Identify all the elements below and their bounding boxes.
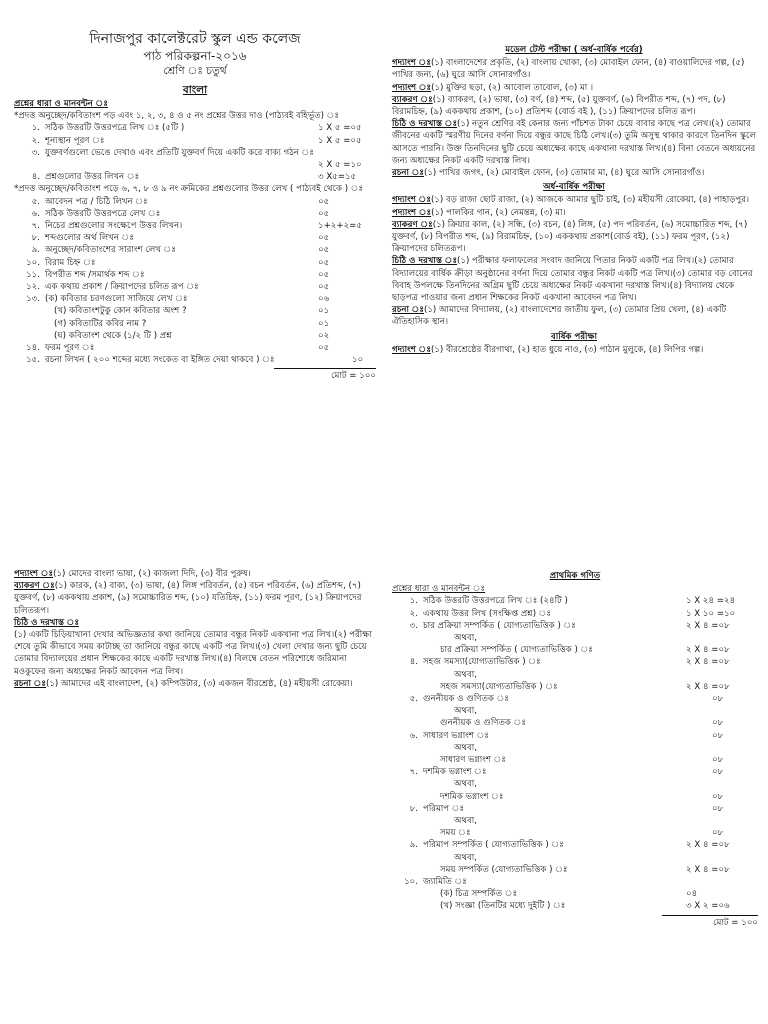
- question-row: ৮. শব্দগুলোর অর্থ লিখন ঃ ০৫: [31, 233, 330, 244]
- poem-list: পদ্যাংশ ঃ(১) মোদের বাংলা ভাষা, (২) কাজলা দিদি, (৩) বীর পুরুষ।: [14, 569, 251, 579]
- question-row: ৭. দশমিক ভগ্নাংশ ঃ ০৮: [409, 767, 724, 778]
- prose-list: গদ্যাংশ ঃ(১) বড় রাজা ছোট রাজা, (২) আজকে আমার ছুটি চাই, (৩) মহীয়সী রোকেয়া, (৪) পাহাড়পুর।: [392, 195, 750, 206]
- question-row: ৯. অনুচ্ছেদ/কবিতাংশের সারাংশ লেখ ঃ ০৫: [31, 245, 330, 256]
- poem-list: পদ্যাংশ ঃ(১) পালকির গান, (২) নেমন্তন্ন, (৩) মা।: [392, 207, 566, 218]
- question-row: ১. সঠিক উত্তরটি উত্তরপত্রে লিখ ঃ (২৪টি ) ১ X ২৪ =২৪: [409, 596, 736, 607]
- prose-list: গদ্যাংশ ঃ(১) বাংলাদেশের প্রকৃতি, (২) বাংলায় খোকা, (৩) মোবাইল ফোন, (৪) বাওয়ালিদের গল্প, (৫) পাখির জন্য, (৬) ঘুরে আসি সোনারগাঁও।: [392, 58, 745, 81]
- total-marks: মোট = ১০০: [662, 915, 758, 929]
- model-test-title: মডেল টেস্ট পরীক্ষা ( অর্ধ-বার্ষিক পর্বের): [505, 45, 643, 55]
- poem-list: পদ্যাংশ ঃ(১) মুক্তির ছড়া, (২) আবোল তাবোল, (৩) মা ।: [392, 82, 594, 93]
- grammar-list: ব্যাকরণ ঃ(১) ক্রিয়ার কাল, (২) সন্ধি, (৩) বচন, (৪) লিঙ্গ, (৫) পদ পরিবর্তন, (৬) সমোচ্চারিত শব্দ, (৭) যুক্তবর্ণ, (৮) বিপরীত শব্দ, (৯) বিরামচিহ্ন, (১০) এককথায় প্রকাশ(বোর্ড বই), (১১) ফরম পূরণ, (১২) ক্রিয়াপদের চলিতরূপ।: [392, 219, 748, 255]
- question-row: ৫. গুননীয়ক ও গুণিতক ঃ ০৮: [409, 694, 724, 705]
- sub-question-row: (খ) কবিতাংশটুকু কোন কবিতার অংশ ? ০১: [54, 306, 330, 317]
- question-row: ১০. জ্যামিতি ঃ: [404, 877, 467, 888]
- or-label: অথবা,: [454, 779, 478, 790]
- question-row: ১৩. (ক) কবিতার চরণগুলো সাজিয়ে লেখ ঃ ০৬: [26, 294, 330, 305]
- grammar-list: ব্যাকরণ ঃ(১) কারক, (২) বাক্য, (৩) ভাষা, (৪) লিঙ্গ পরিবর্তন, (৫) বচন পরিবর্তন, (৬) প্রতিশব্দ, (৭) যুক্তবর্ণ, (৮) এককথায় প্রকাশ, (৯) সমোচ্চারিত শব্দ, (১০) যতিচিহ্ন, (১১) ফরম পূরণ, (১২) ক্রিয়াপদের চলিতরূপ।: [14, 581, 362, 616]
- subject-title: বাংলা: [182, 84, 208, 96]
- sub-question-row: (খ) সংজ্ঞা (তিনটির মধ্যে দুইটি ) ঃ ৩ X ২ =০৬: [440, 901, 730, 912]
- question-row: ১০. বিরাম চিহ্ন ঃ ০৫: [26, 257, 330, 268]
- question-row: ৯. পরিমাপ সম্পর্কিত ( যোগ্যতাভিত্তিক ) ঃ ২ X ৪ =০৮: [409, 840, 730, 851]
- question-row: ১২. এক কথায় প্রকাশ / ক্রিয়াপদের চলিত রূপ ঃ ০৫: [26, 282, 330, 293]
- question-row: ৫. আবেদন পত্র / চিঠি লিখন ঃ ০৫: [31, 196, 330, 207]
- math-plan-section: [392, 568, 758, 929]
- question-row: ৬. সঠিক উত্তরটি উত্তরপত্রে লেখ ঃ ০৫: [31, 208, 330, 219]
- letter-list: চিঠি ও দরখাস্ত ঃ(১) নতুন শ্রেণির বই কেনার জন্য পাঁচশত টাকা চেয়ে বাবার কাছে পত্র লেখ।(২) তোমার জীবনের একটি স্মরণীয় দিনের বর্ণনা দিয়ে বন্ধুর কাছে চিঠি লেখ।(৩) তুমি অসুস্থ থাকার কারণে তিনদিন স্কুলে আসতে পারনি। উক্ত তিনদিনের ছুটি চেয়ে অধ্যক্ষের কাছে একখানা দরখাস্ত লিখ।(৪) বিনা বেতনে অধ্যয়নের জন্য অধ্যক্ষের নিকট একটি দরখাস্ত লিখ।: [392, 119, 756, 166]
- or-label: অথবা,: [454, 633, 478, 644]
- question-row: ২. শূন্যস্থান পূরণ ঃ ১ X ৫ =০৫: [31, 135, 362, 146]
- sub-question-row: (ঘ) কবিতাংশ থেকে (১/২ টি ) প্রশ্ন ০২: [54, 330, 330, 341]
- question-row: ২. একথায় উত্তর লিখ (সংক্ষিপ্ত প্রশ্ন) ঃ ১ X ১০ =১০: [409, 608, 736, 619]
- question-row: ১. সঠিক উত্তরটি উত্তরপত্রে লিখ ঃ (৫টি ) ১ X ৫ =০৫: [31, 123, 362, 134]
- alt-question-row: সাধারণ ভগ্নাংশ ঃ ০৮: [440, 755, 724, 766]
- marks-heading: প্রশ্নের ধারা ও মানবন্টন ঃ: [392, 584, 486, 595]
- question-row: ৬. সাধারণ ভগ্নাংশ ঃ ০৮: [409, 730, 724, 741]
- letter-list: (১) একটি চিড়িয়াখানা দেখার অভিজ্ঞতার কথা জানিয়ে তোমার বন্ধুর নিকট একখানা পত্র লিখ।(২) পরীক্ষা শেষে তুমি কীভাবে সময় কাটাচ্ছ তা জানিয়ে বন্ধুর কাছে একটি পত্র লিখ।(৩) খেলা দেখার জন্য ছুটি চেয়ে তোমার বিদ্যালয়ের প্রধান শিক্ষকের কাছে একটি দরখাস্ত লিখ।(৪) বিলম্বে বেতন পরিশোধে জরিমানা মওকুফের জন্য অধ্যক্ষের নিকট আবেদন পত্র লিখ।: [14, 630, 372, 677]
- alt-question-row: গুননীয়ক ও গুণিতক ঃ ০৮: [440, 718, 724, 729]
- question-row-value: ২ X ৫ =১০: [318, 160, 362, 171]
- letter-list: চিঠি ও দরখাস্ত ঃ(১) পরীক্ষার ফলাফলের সংবাদ জানিয়ে পিতার নিকট একটি পত্র লিখ।(২) তোমার বিদ্যালয়ের বার্ষিক ক্রীড়া অনুষ্ঠানের বর্ণনা দিয়ে তোমার বন্ধুর নিকট একটি পত্র লিখ।(৩) তোমার বড় বোনের বিবাহ উপলক্ষে তিনদিনের অগ্রিম ছুটি চেয়ে অধ্যক্ষের নিকট একখানা দরখাস্ত লিখ।(৪) বিদ্যালয় থেকে ছাড়পত্র পাওয়ার জন্য প্রধান শিক্ষকের নিকট একখানা আবেদন পত্র লিখ।: [392, 256, 753, 304]
- instruction-two: *প্রদত্ত অনুচ্ছেদ/কবিতাংশ পড়ে ৬, ৭, ৮ ও ৯ নং ক্রমিকের প্রশ্নগুলোর উত্তর লেখ ( পাঠ্যবই থেকে ) ঃ: [14, 184, 364, 195]
- class-label: শ্রেণি ঃ চতুর্থ: [163, 65, 227, 77]
- instruction-one: *প্রদত্ত অনুচ্ছেদ/কবিতাংশ পড় এবং ১, ২, ৩, ৪ ও ৫ নং প্রশ্নের উত্তর দাও (পাঠ্যবই বহির্ভূত) ঃ: [14, 111, 340, 122]
- alt-question-row: চার প্রক্রিয়া সম্পর্কিত ( যোগ্যতাভিত্তিক ) ঃ ২ X ৪ =০৮: [440, 645, 730, 656]
- grammar-list: ব্যাকরণ ঃ(১) ব্যাকরণ, (২) ভাষা, (৩) বর্ণ, (৪) শব্দ, (৫) যুক্তবর্ণ, (৬) বিপরীত শব্দ, (৭) পদ, (৮) বিরামচিহ্ন, (৯) এককথায় প্রকাশ, (১০) প্রতিশব্দ (বোর্ড বই ), (১১) ক্রিয়াপদের চলিত রূপ।: [392, 94, 726, 118]
- prose-list: গদ্যাংশ ঃ(১) বীরশ্রেষ্ঠের বীরগাথা, (২) হাত ধুয়ে নাও, (৩) পাঠান মুলুকে, (৪) লিপির গল্প।: [392, 344, 704, 355]
- question-row: ৮. পরিমাপ ঃ ০৮: [409, 803, 724, 814]
- or-label: অথবা,: [454, 816, 478, 827]
- essay-list: রচনা ঃ(১) আমাদের বিদ্যালয়, (২) বাংলাদেশের জাতীয় ফুল, (৩) তোমার প্রিয় খেলা, (৪) একটি ঐতিহাসিক স্থান।: [392, 305, 727, 328]
- alt-question-row: সহজ সমস্যা(যোগ্যতাভিত্তিক ) ঃ ২ X ৪ =০৮: [440, 681, 730, 692]
- or-label: অথবা,: [454, 706, 478, 717]
- bangla-plan-section: [14, 30, 376, 383]
- question-row: ১১. বিপরীত শব্দ /সমার্থক শব্দ ঃ ০৫: [26, 269, 330, 280]
- marks-heading: প্রশ্নের ধারা ও মানবন্টন ঃ: [14, 99, 108, 109]
- or-label: অথবা,: [454, 669, 478, 680]
- question-row: ১৪. ফরম পূরণ ঃ ০৫: [26, 343, 330, 354]
- question-row: ৩. চার প্রক্রিয়া সম্পর্কিত ( যোগ্যতাভিত্তিক ) ঃ ২ X ৪ =০৮: [409, 620, 730, 631]
- question-row: ৭. নিচের প্রশ্নগুলোর সংক্ষেপে উত্তর লিখন। ১+২+২=৫: [31, 221, 362, 232]
- total-marks: মোট = ১০০: [274, 368, 376, 382]
- annual-continuation-section: [14, 568, 380, 690]
- essay-list: রচনা ঃ(১) পাখির জগৎ, (২) মোবাইল ফোন, (৩) তোমার মা, (৪) ঘুরে আসি সোনারগাঁও।: [392, 168, 705, 179]
- alt-question-row: সময় সম্পর্কিত (যোগ্যতাভিত্তিক ) ঃ ২ X ৪ =০৮: [440, 864, 730, 875]
- alt-question-row: দশমিক ভগ্নাংশ ঃ ০৮: [440, 791, 724, 802]
- essay-list: রচনা ঃ(১) আমাদের এই বাংলাদেশ, (২) কম্পিউটার, (৩) একজন বীরশ্রেষ্ঠ, (৪) মহীয়সী রোকেয়া।: [14, 678, 353, 689]
- sub-question-row: (গ) কবিতাটির কবির নাম ? ০১: [54, 318, 330, 329]
- alt-question-row: সময় ঃ ০৮: [440, 828, 724, 839]
- or-label: অথবা,: [454, 852, 478, 863]
- or-label: অথবা,: [454, 742, 478, 753]
- sub-question-row: (ক) চিত্র সম্পর্কিত ঃ ০৪: [440, 889, 698, 900]
- annual-exam-title: বার্ষিক পরীক্ষা: [551, 331, 597, 342]
- plan-title: পাঠ পরিকল্পনা-২০১৬: [143, 49, 247, 63]
- half-yearly-title: অর্ধ-বার্ষিক পরীক্ষা: [543, 182, 605, 193]
- school-name: দিনাজপুর কালেক্টরেট স্কুল এন্ড কলেজ: [89, 31, 301, 47]
- question-row: ৪. প্রশ্নগুলোর উত্তর লিখন ঃ ৩ X৫=১৫: [31, 172, 357, 183]
- question-row: ১৫. রচনা লিখন ( ২০০ শব্দের মধ্যে সংকেত বা ইঙ্গিত দেয়া থাকবে ) ঃ ১০: [26, 355, 364, 366]
- letter-heading: চিঠি ও দরখাস্ত ঃ: [14, 617, 80, 628]
- question-row: ৪. সহজ সমস্যা(যোগ্যতাভিত্তিক ) ঃ ২ X ৪ =০৮: [409, 657, 730, 668]
- math-title: প্রাথমিক গণিত: [549, 571, 601, 581]
- syllabus-section: [392, 42, 756, 356]
- question-row: ৩. যুক্তবর্ণগুলো ভেঙে দেখাও এবং প্রতিটি যুক্তবর্ণ দিয়ে একটি করে বাক্য গঠন ঃ: [31, 147, 314, 158]
